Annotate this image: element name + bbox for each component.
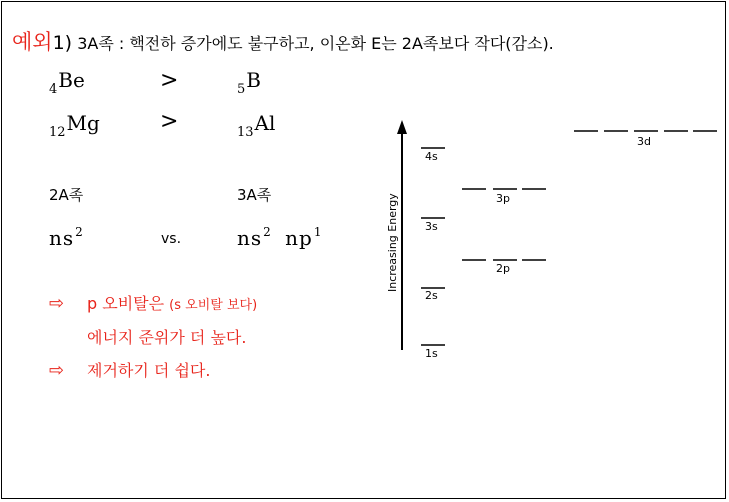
config-3a: $ns^2$ $np^1$ [237,225,323,250]
orbital-label-1s: 1s [425,347,438,360]
right-arrow-icon: ⇨ [49,360,65,381]
b-symbol: $_5$B [237,68,261,97]
title-text: 3A족 : 핵전하 증가에도 불구하고, 이온화 E는 2A족보다 작다(감소). [77,34,554,53]
example-label: 예외 [12,30,53,54]
config-2a: $ns^2$ [49,225,84,250]
vs-label: vs. [161,231,182,247]
note-line-3: ⇨ 제거하기 더 쉽다. [49,360,211,381]
mg-symbol: $_{12}$Mg [49,111,100,140]
greater-than-2: > [160,109,179,134]
axis-arrowhead-icon [397,120,407,134]
orbital-label-2s: 2s [425,289,438,302]
example-number: 1) [52,32,73,54]
note-line-1: ⇨ p 오비탈은 (s 오비탈 보다) [49,293,258,314]
orbital-label-3p: 3p [496,192,510,205]
orbital-label-4s: 4s [425,150,438,163]
axis-label: Increasing Energy [386,193,399,292]
note-line-2: 에너지 준위가 더 높다. [87,328,247,347]
be-symbol: $_4$Be [49,68,85,97]
orbital-label-3s: 3s [425,220,438,233]
right-arrow-icon: ⇨ [49,293,65,314]
al-symbol: $_{13}$Al [237,111,276,140]
group-3a-label: 3A족 [237,186,272,204]
orbital-label-3d: 3d [637,135,651,148]
orbital-label-2p: 2p [496,262,510,275]
group-2a-label: 2A족 [49,186,84,204]
greater-than-1: > [160,68,179,93]
